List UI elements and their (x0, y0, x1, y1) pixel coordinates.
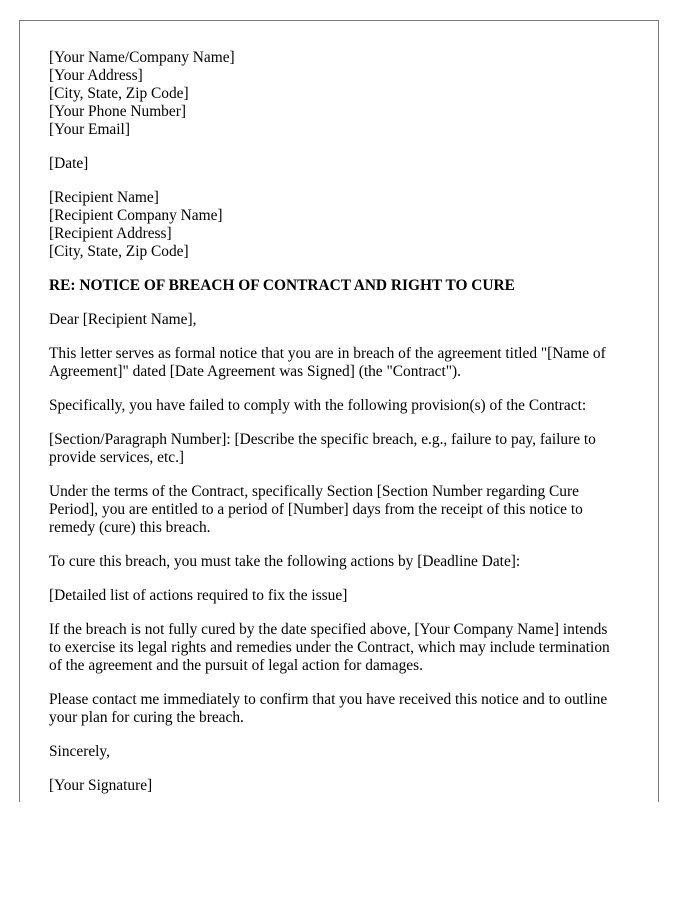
letter-date: [Date] (49, 155, 89, 172)
paragraph-line: Under the terms of the Contract, specifically Section [Section Number regarding Cure (49, 483, 579, 500)
paragraph-line: This letter serves as formal notice that you are in breach of the agreement titled "[Name of (49, 345, 606, 362)
paragraph-cure-actions (49, 553, 639, 571)
sender-name: [Your Name/Company Name] (49, 49, 235, 66)
sender-address-block (49, 49, 639, 139)
recipient-city-state-zip: [City, State, Zip Code] (49, 243, 189, 260)
paragraph-line: If the breach is not fully cured by the date specified above, [Your Company Name] intends (49, 621, 608, 638)
recipient-address: [Recipient Address] (49, 225, 172, 242)
recipient-name: [Recipient Name] (49, 189, 159, 206)
paragraph-line: Period], you are entitled to a period of [Number] days from the receipt of this notice to (49, 501, 583, 518)
paragraph-line: to exercise its legal rights and remedies under the Contract, which may include termination (49, 639, 610, 656)
paragraph-cure-period (49, 483, 639, 537)
sender-city-state-zip: [City, State, Zip Code] (49, 85, 189, 102)
paragraph-line: provide services, etc.] (49, 449, 185, 466)
paragraph-breach-description (49, 431, 639, 467)
paragraph-line: remedy (cure) this breach. (49, 519, 211, 536)
recipient-address-block (49, 189, 639, 261)
salutation: Dear [Recipient Name], (49, 311, 197, 328)
paragraph-line: To cure this breach, you must take the following actions by [Deadline Date]: (49, 553, 521, 570)
closing: Sincerely, (49, 743, 110, 760)
sender-email: [Your Email] (49, 121, 130, 138)
paragraph-line: Please contact me immediately to confirm that you have received this notice and to outline (49, 691, 608, 708)
paragraph-provisions (49, 397, 639, 415)
letter-content (49, 49, 639, 811)
paragraph-breach-notice (49, 345, 639, 381)
paragraph-line: Agreement]" dated [Date Agreement was Signed] (the "Contract"). (49, 363, 462, 380)
letter-page (19, 20, 659, 802)
paragraph-line: [Section/Paragraph Number]: [Describe the specific breach, e.g., failure to pay, failure to (49, 431, 596, 448)
date-block (49, 155, 639, 173)
paragraph-consequences (49, 621, 639, 675)
paragraph-line: your plan for curing the breach. (49, 709, 244, 726)
subject-line: RE: NOTICE OF BREACH OF CONTRACT AND RIGHT TO CURE (49, 277, 515, 294)
signature: [Your Signature] (49, 777, 153, 794)
paragraph-line: of the agreement and the pursuit of legal action for damages. (49, 657, 423, 674)
paragraph-action-list (49, 587, 639, 605)
paragraph-line: [Detailed list of actions required to fix the issue] (49, 587, 348, 604)
paragraph-contact (49, 691, 639, 727)
paragraph-line: Specifically, you have failed to comply with the following provision(s) of the Contract: (49, 397, 587, 414)
recipient-company: [Recipient Company Name] (49, 207, 223, 224)
sender-address: [Your Address] (49, 67, 143, 84)
sender-phone: [Your Phone Number] (49, 103, 186, 120)
